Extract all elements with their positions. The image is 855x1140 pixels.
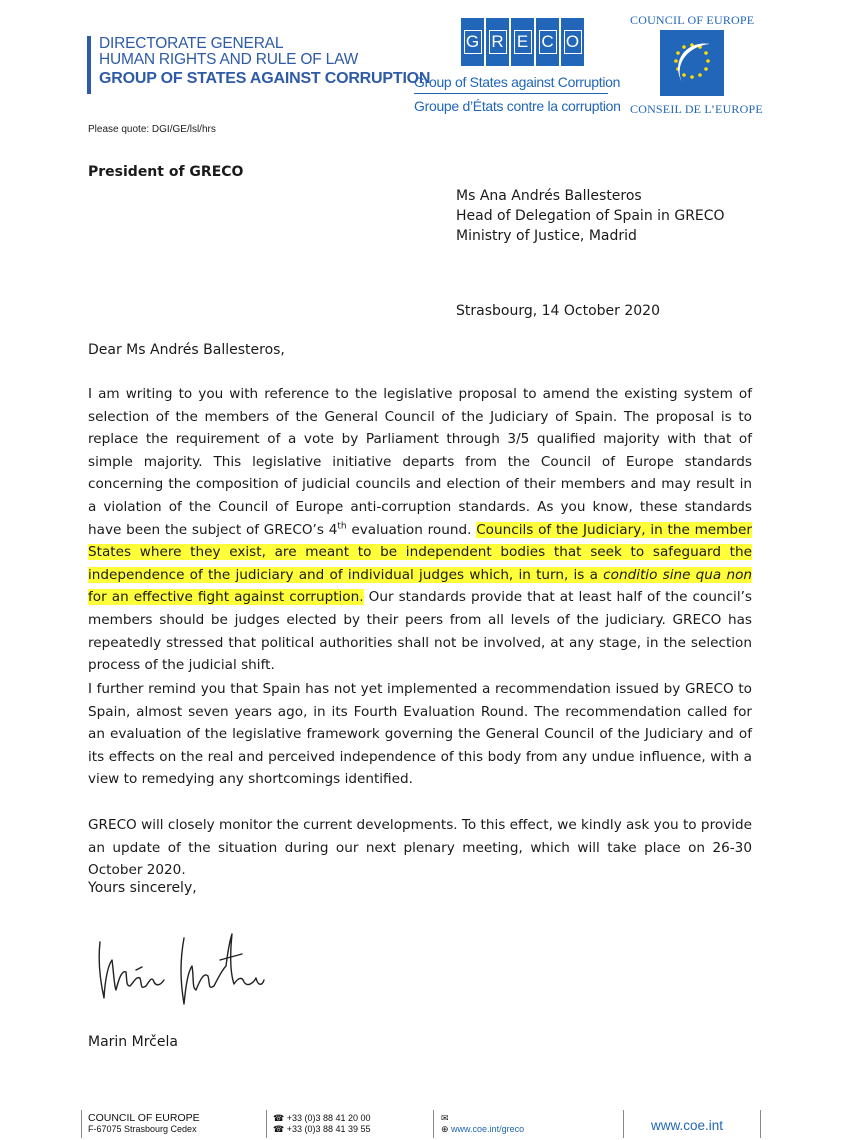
greco-name-en: Group of States against Corruption — [414, 74, 621, 90]
footer-org-address: F-67075 Strasbourg Cedex — [88, 1124, 197, 1134]
fax-icon: ☎ — [273, 1124, 287, 1134]
closing: Yours sincerely, — [88, 880, 197, 896]
handwritten-signature — [92, 920, 272, 1020]
paragraph-2: I further remind you that Spain has not yet implemented a recommendation issued by GRECO to Spain, almost seven years ago, in its Fourth Evaluation Round. The recommendation called for an evaluation of the legislative framework governing the General Council of the Judiciary and of its effects on the real and perceived independence of this body from any undue influence, with a view to remedying any shortcomings identified. — [88, 681, 752, 788]
greco-website-link[interactable]: www.coe.int/greco — [451, 1124, 525, 1134]
highlight-text-a: Councils of the Judiciary, in the member States where they exist, are meant to be independent bodies that seek to safeguard the independence of the judiciary and of individual judges which, in turn, is a — [88, 521, 752, 583]
greco-divider — [414, 93, 608, 94]
footer-phone-row — [273, 1113, 371, 1124]
footer-web — [441, 1113, 524, 1135]
coe-website-link[interactable]: www.coe.int — [651, 1118, 724, 1133]
directorate-line-2: HUMAN RIGHTS AND RULE OF LAW — [99, 51, 359, 68]
footer-divider — [266, 1110, 267, 1138]
footer-address — [88, 1113, 200, 1135]
signer-name: Marin Mrčela — [88, 1034, 178, 1050]
footer-contact — [273, 1113, 371, 1135]
greco-letter-box: O — [561, 18, 584, 66]
recipient-name: Ms Ana Andrés Ballesteros — [456, 188, 642, 204]
recipient-role: Head of Delegation of Spain in GRECO — [456, 208, 725, 224]
greco-name-fr: Groupe d’États contre la corruption — [414, 98, 621, 114]
salutation: Dear Ms Andrés Ballesteros, — [88, 342, 285, 358]
paragraph-1-text-b: evaluation round. — [346, 521, 477, 538]
globe-icon: ⊕ — [441, 1124, 452, 1134]
directorate-accent-bar — [87, 36, 91, 94]
greco-letter-box: G — [461, 18, 484, 66]
recipient-ministry: Ministry of Justice, Madrid — [456, 228, 637, 244]
greco-letter-box: E — [511, 18, 534, 66]
footer-fax: +33 (0)3 88 41 39 55 — [286, 1124, 371, 1134]
paragraph-1-text-c: Our standards provide that at least half of the council’s members should be judges elected by their peers from all levels of the judiciary. GRECO has repeatedly stressed that political authorities shall not be involved, at any stage, in the selection process of the judicial shift. — [88, 589, 752, 674]
greco-letter-box: C — [536, 18, 559, 66]
directorate-line-1: DIRECTORATE GENERAL — [99, 35, 284, 52]
reference-line: Please quote: DGI/GE/lsl/hrs — [88, 124, 216, 135]
ordinal-suffix: th — [337, 521, 347, 532]
coe-name-en: COUNCIL OF EUROPE — [630, 13, 755, 27]
sender-title: President of GRECO — [88, 164, 244, 180]
footer-org-name: COUNCIL OF EUROPE — [88, 1112, 200, 1124]
directorate-line-3: GROUP OF STATES AGAINST CORRUPTION — [99, 70, 431, 87]
paragraph-1 — [88, 383, 752, 677]
highlight-italic: conditio sine qua non — [603, 566, 752, 583]
highlight-text-b: for an effective fight against corruption. — [88, 589, 364, 606]
recipient-address — [456, 186, 725, 246]
phone-icon: ☎ — [273, 1113, 287, 1123]
coe-logo-icon — [660, 30, 724, 96]
footer-phone: +33 (0)3 88 41 20 00 — [286, 1113, 371, 1123]
greco-letter-box: R — [486, 18, 509, 66]
footer-divider — [81, 1110, 82, 1138]
paragraph-3: GRECO will closely monitor the current developments. To this effect, we kindly ask you to provide an update of the situation during our next plenary meeting, which will take place on 26-30 October 2020. — [88, 817, 752, 879]
footer-divider — [433, 1110, 434, 1138]
mail-icon: ✉ — [441, 1113, 449, 1123]
directorate-header — [99, 36, 430, 87]
date-line: Strasbourg, 14 October 2020 — [456, 303, 660, 319]
footer-divider — [623, 1110, 624, 1138]
footer-divider — [760, 1110, 761, 1138]
greco-logo — [461, 18, 586, 66]
coe-name-fr: CONSEIL DE L’EUROPE — [630, 102, 763, 116]
footer-fax-row — [273, 1124, 371, 1135]
paragraph-1-text-a: I am writing to you with reference to the legislative proposal to amend the existing system of selection of the members of the General Council of the Judiciary of Spain. The proposal is to replace the requirement of a vote by Parliament through 3/5 qualified majority with that of simple majority. This legislative initiative departs from the Council of Europe standards concerning the composition of judicial councils and election of their members and may result in a violation of the Council of Europe anti-corruption standards. As you know, these standards have been the subject of GRECO’s 4 — [88, 386, 752, 538]
